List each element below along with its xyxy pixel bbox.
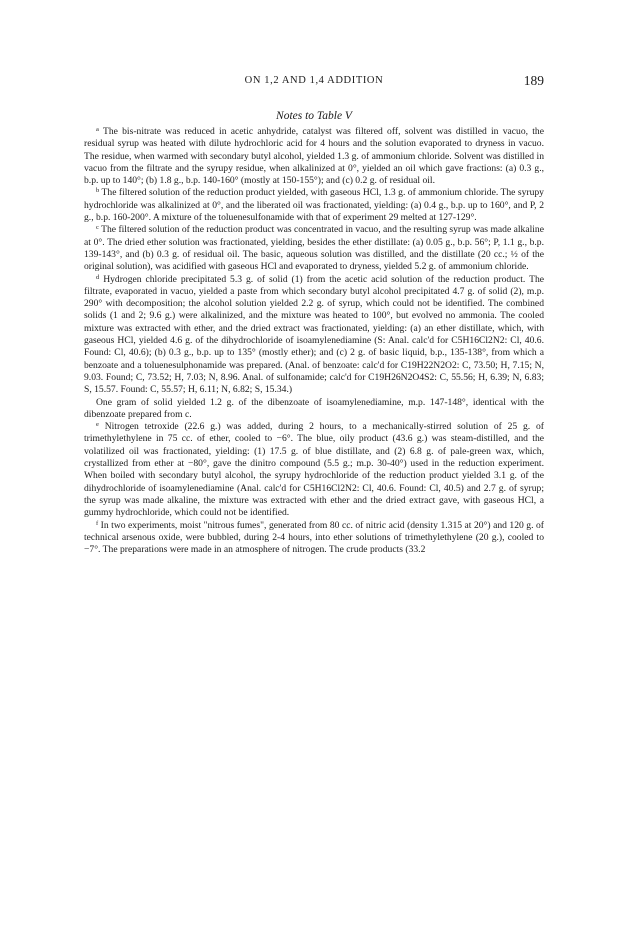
note-a bbox=[84, 126, 544, 187]
note-marker: f bbox=[96, 519, 99, 527]
running-head: ON 1,2 AND 1,4 ADDITION bbox=[244, 75, 384, 86]
note-marker: e bbox=[96, 421, 99, 429]
note-f bbox=[84, 520, 544, 557]
note-marker: d bbox=[96, 273, 100, 281]
note-text: The bis-nitrate was reduced in acetic anhydride, catalyst was filtered off, solvent was distilled in vacuo, the residual syrup was heated with dilute hydrochloric acid for 4 hours and the solution evaporated to dryness in vacuo. The residue, when warmed with secondary butyl alcohol, yielded 1.3 g. of ammonium chloride. Solvent was distilled in vacuo from the filtrate and the syrupy residue, when alkalinized at 0°, yielded an oil which gave fractions: (a) 0.3 g., b.p. up to 140°; (b) 1.8 g., b.p. 140-160° (mostly at 150-155°); and (c) 0.2 g. of residual oil. bbox=[84, 126, 544, 187]
note-text: In two experiments, moist "nitrous fumes", generated from 80 cc. of nitric acid (density 1.315 at 20°) and 120 g. of technical arsenous oxide, were bubbled, during 2-4 hours, into ether solutions of trimethylethylene (20 g.), cooled to −7°. The preparations were made in an atmosphere of nitrogen. The crude products (33.2 bbox=[84, 519, 544, 556]
note-text: Nitrogen tetroxide (22.6 g.) was added, during 2 hours, to a mechanically-stirred solution of 25 g. of trimethylethylene in 75 cc. of ether, cooled to −6°. The blue, oily product (43.6 g.) was steam-distilled, and the volatilized oil was fractionated, yielding: (1) 17.5 g. of blue distillate, and (2) 6.8 g. of pale-green wax, which, crystallized from ether at −80°, gave the dinitro compound (5.5 g.; m.p. 30-40°) used in the reduction experiment. When boiled with secondary butyl alcohol, the syrupy hydrochloride of the reduction product yielded 3.1 g. of the dihydrochloride of isoamylenediamine (Anal. calc'd for C5H16Cl2N2: Cl, 40.6. Found: Cl, 40.5) and 2.7 g. of syrup; the syrup was made alkaline, the mixture was extracted with ether and the dried extract gave, with gaseous HCl, a gummy hydrochloride, which could not be identified. bbox=[84, 421, 544, 519]
page-header bbox=[84, 75, 544, 91]
note-text: One gram of solid yielded 1.2 g. of the dibenzoate of isoamylenediamine, m.p. 147-148°, identical with the dibenzoate prepared from c. bbox=[84, 396, 544, 420]
note-text: The filtered solution of the reduction product was concentrated in vacuo, and the resulting syrup was made alkaline at 0°. The dried ether solution was fractionated, yielding, besides the ether distillate: (a) 0.05 g., b.p. 56°; P, 1.1 g., b.p. 139-143°, and (b) 0.3 g. of residual oil. The basic, aqueous solution was distilled, and the distillate (20 cc.; ½ of the original solution), was acidified with gaseous HCl and evaporated to dryness, yielded 5.2 g. of ammonium chloride. bbox=[84, 224, 544, 273]
note-e bbox=[84, 421, 544, 519]
note-marker: c bbox=[96, 224, 99, 232]
note-marker: b bbox=[96, 187, 100, 195]
note-text: Hydrogen chloride precipitated 5.3 g. of solid (1) from the acetic acid solution of the reduction product. The filtrate, evaporated in vacuo, yielded a paste from which secondary butyl alcohol precipitated 4.7 g. of solid (2), m.p. 290° with decomposition; the alcohol solution yielded 2.2 g. of syrup, which could not be identified. The combined solids (1 and 2; 9.6 g.) were alkalinized, and the mixture was heated to 100°, but evolved no ammonia. The cooled mixture was extracted with ether, and the dried extract was fractionated, yielding: (a) an ether distillate, which, with gaseous HCl, yielded 4.6 g. of the dihydrochloride of isoamylenediamine (S: Anal. calc'd for C5H16Cl2N2: Cl, 40.6. Found: Cl, 40.6); (b) 0.3 g., b.p. up to 135° (mostly ether); and (c) 2 g. of basic liquid, b.p., 135-138°, from which a benzoate and a toluenesulphonamide was prepared. (Anal. of benzoate: calc'd for C19H22N2O2: C, 73.50; H, 7.15; N, 9.03. Found; C, 73.52; H, 7.03; N, 8.96. Anal. of sulfonamide; calc'd for C19H26N2O4S2: C, 55.56; H, 6.39; N, 6.83; S, 15.57. Found: C, 55.57; H, 6.11; N, 6.82; S, 15.34.) bbox=[84, 273, 544, 396]
note-d-continued bbox=[84, 397, 544, 422]
page-number: 189 bbox=[523, 73, 544, 88]
note-b bbox=[84, 187, 544, 224]
notes-body bbox=[84, 126, 544, 556]
section-title: Notes to Table V bbox=[276, 110, 352, 122]
note-d bbox=[84, 274, 544, 397]
note-marker: a bbox=[96, 126, 99, 133]
note-c bbox=[84, 224, 544, 273]
note-text: The filtered solution of the reduction product yielded, with gaseous HCl, 1.3 g. of ammonium chloride. The syrupy hydrochloride was alkalinized at 0°, and the liberated oil was fractionated, yielding: (a) 0.4 g., b.p. up to 160°, and P, 2 g., b.p. 160-200°. A mixture of the toluenesulfonamide with that of experiment 29 melted at 127-129°. bbox=[84, 187, 544, 224]
